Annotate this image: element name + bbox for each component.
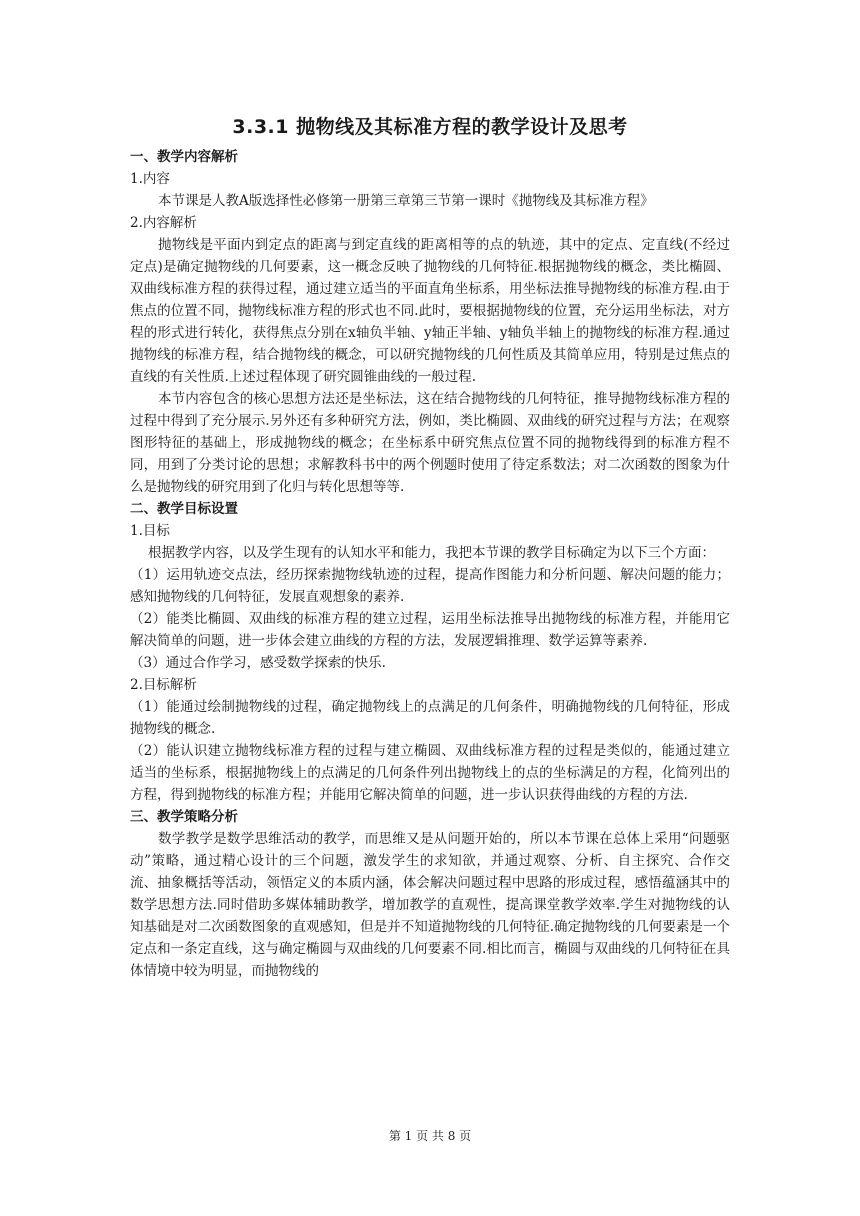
goal-analysis-item: （2）能认识建立抛物线标准方程的过程与建立椭圆、双曲线标准方程的过程是类似的，能通过建立适当的坐标系，根据抛物线上的点满足的几何条件列出抛物线上的点的坐标满足的方程，化简列出的方程，得到抛物线的标准方程；并能用它解决简单的问题，进一步认识获得曲线的方程的方法. xyxy=(130,743,730,803)
goal-item: （3）通过合作学习，感受数学探索的快乐. xyxy=(130,655,386,671)
section-heading: 二、教学目标设置 xyxy=(130,501,238,517)
goal-analysis-item: （1）能通过绘制抛物线的过程，确定抛物线上的点满足的几何条件，明确抛物线的几何特征，形成抛物线的概念. xyxy=(130,699,730,737)
goal-item: （2）能类比椭圆、双曲线的标准方程的建立过程，运用坐标法推导出抛物线的标准方程，并能用它解决简单的问题，进一步体会建立曲线的方程的方法，发展逻辑推理、数学运算等素养. xyxy=(130,611,730,649)
section-heading: 一、教学内容解析 xyxy=(130,149,238,165)
paragraph: 根据教学内容，以及学生现有的认知水平和能力，我把本节课的教学目标确定为以下三个方面： xyxy=(148,545,715,561)
subsection-heading: 1.内容 xyxy=(130,171,170,187)
document-page xyxy=(130,112,730,982)
paragraph: 数学教学是数学思维活动的教学，而思维又是从问题开始的，所以本节课在总体上采用“问题驱动”策略，通过精心设计的三个问题，激发学生的求知欲，并通过观察、分析、自主探究、合作交流、抽象概括等活动，领悟定义的本质内涵，体会解决问题过程中思路的形成过程，感悟蕴涵其中的数学思想方法.同时借助多媒体辅助教学，增加教学的直观性，提高课堂教学效率.学生对抛物线的认知基础是对二次函数图象的直观感知，但是并不知道抛物线的几何特征.确定抛物线的几何要素是一个定点和一条定直线，这与确定椭圆与双曲线的几何要素不同.相比而言，椭圆与双曲线的几何特征在具体情境中较为明显，而抛物线的 xyxy=(130,831,730,979)
section-heading: 三、教学策略分析 xyxy=(130,809,238,825)
subsection-heading: 1.目标 xyxy=(130,523,170,539)
section-strategy-analysis xyxy=(130,806,730,982)
goal-item: （1）运用轨迹交点法，经历探索抛物线轨迹的过程，提高作图能力和分析问题、解决问题的能力；感知抛物线的几何特征，发展直观想象的素养. xyxy=(130,567,730,605)
document-title: 3.3.1 抛物线及其标准方程的教学设计及思考 xyxy=(232,116,628,138)
section-content-analysis xyxy=(130,146,730,498)
paragraph: 抛物线是平面内到定点的距离与到定直线的距离相等的点的轨迹，其中的定点、定直线(不经过定点)是确定抛物线的几何要素，这一概念反映了抛物线的几何特征.根据抛物线的概念，类比椭圆、双曲线标准方程的获得过程，通过建立适当的平面直角坐标系，用坐标法推导抛物线的标准方程.由于焦点的位置不同，抛物线标准方程的形式也不同.此时，要根据抛物线的位置，充分运用坐标法，对方程的形式进行转化，获得焦点分别在x轴负半轴、y轴正半轴、y轴负半轴上的抛物线的标准方程.通过抛物线的标准方程，结合抛物线的概念，可以研究抛物线的几何性质及其简单应用，特别是过焦点的直线的有关性质.上述过程体现了研究圆锥曲线的一般过程. xyxy=(130,237,730,385)
section-teaching-goals xyxy=(130,498,730,806)
subsection-heading: 2.内容解析 xyxy=(130,215,197,231)
subsection-heading: 2.目标解析 xyxy=(130,677,197,693)
paragraph: 本节课是人教A版选择性必修第一册第三章第三节第一课时《抛物线及其标准方程》 xyxy=(158,193,654,209)
paragraph: 本节内容包含的核心思想方法还是坐标法，这在结合抛物线的几何特征，推导抛物线标准方程的过程中得到了充分展示.另外还有多种研究方法，例如，类比椭圆、双曲线的研究过程与方法；在观察图形特征的基础上，形成抛物线的概念；在坐标系中研究焦点位置不同的抛物线得到的标准方程不同，用到了分类讨论的思想；求解教科书中的两个例题时使用了待定系数法；对二次函数的图象为什么是抛物线的研究用到了化归与转化思想等等. xyxy=(130,391,730,495)
page-footer: 第 1 页 共 8 页 xyxy=(388,1129,472,1143)
